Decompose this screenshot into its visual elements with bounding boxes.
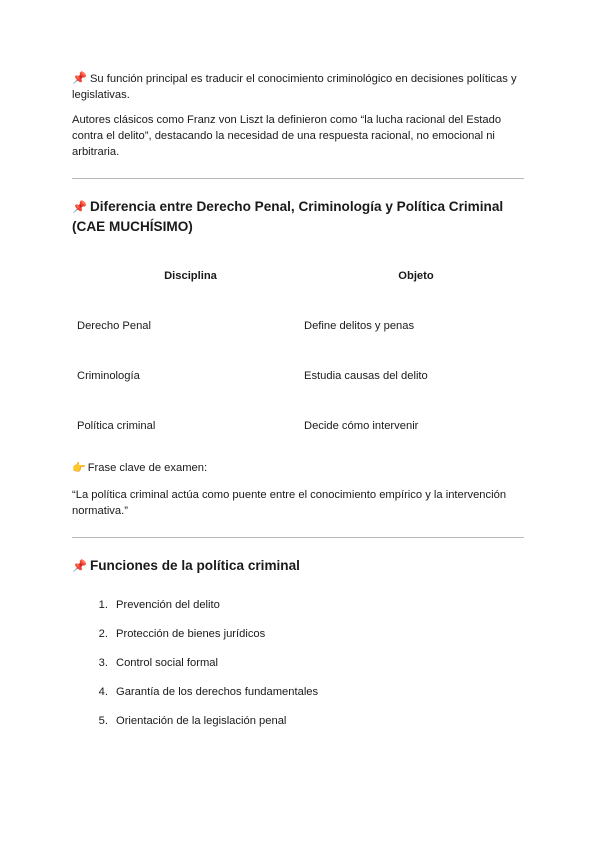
list-item-text: Prevención del delito <box>116 599 220 611</box>
intro-text-1: Su función principal es traducir el conocimiento criminológico en decisiones políticas y legislativas. <box>72 73 517 101</box>
list-item-text: Protección de bienes jurídicos <box>116 628 266 640</box>
table-cell: Estudia causas del delito <box>304 370 428 382</box>
pushpin-icon: 📌 <box>72 559 87 573</box>
key-phrase-label-line <box>72 460 207 476</box>
table-cell: Define delitos y penas <box>304 320 415 332</box>
pushpin-icon: 📌 <box>72 71 87 85</box>
divider-2 <box>72 537 524 538</box>
list-item <box>72 657 318 686</box>
list-item-text: Control social formal <box>116 657 218 669</box>
divider-1 <box>72 178 524 179</box>
functions-list <box>72 599 318 744</box>
table-row <box>72 387 528 437</box>
pointing-hand-icon: 👉 <box>72 462 86 474</box>
list-item <box>72 599 318 628</box>
list-item <box>72 686 318 715</box>
list-item <box>72 715 318 744</box>
pushpin-icon: 📌 <box>72 200 87 214</box>
table-header-row <box>72 265 528 287</box>
intro-paragraph-1 <box>72 70 528 103</box>
list-item-number: 1. <box>98 599 108 611</box>
intro-paragraph-2 <box>72 112 512 160</box>
list-item-text: Garantía de los derechos fundamentales <box>116 686 319 698</box>
table-cell: Decide cómo intervenir <box>304 420 419 432</box>
key-phrase-quote <box>72 487 522 519</box>
section1-heading <box>72 197 528 236</box>
table-row <box>72 337 528 387</box>
table-cell: Criminología <box>77 370 140 382</box>
section1-title: Diferencia entre Derecho Penal, Criminología y Política Criminal (CAE MUCHÍSIMO) <box>72 199 504 234</box>
list-item-number: 4. <box>98 686 108 698</box>
table-row <box>72 287 528 337</box>
section2-title: Funciones de la política criminal <box>89 558 300 573</box>
list-item-text: Orientación de la legislación penal <box>116 715 287 727</box>
list-item-number: 3. <box>98 657 108 669</box>
section2-heading <box>72 556 528 576</box>
table-header-discipline: Disciplina <box>164 270 217 282</box>
table-cell: Derecho Penal <box>77 320 152 332</box>
key-phrase-label: Frase clave de examen: <box>87 462 208 474</box>
key-phrase-text: “La política criminal actúa como puente entre el conocimiento empírico y la intervención normativa.” <box>72 489 507 517</box>
table-header-object: Objeto <box>398 270 434 282</box>
list-item <box>72 628 318 657</box>
comparison-table <box>72 265 528 437</box>
table-cell: Política criminal <box>77 420 156 432</box>
list-item-number: 5. <box>98 715 108 727</box>
list-item-number: 2. <box>98 628 108 640</box>
intro-text-2: Autores clásicos como Franz von Liszt la definieron como “la lucha racional del Estado contra el delito”, destacando la necesidad de una respuesta racional, no emocional ni arbitraria. <box>72 114 502 158</box>
